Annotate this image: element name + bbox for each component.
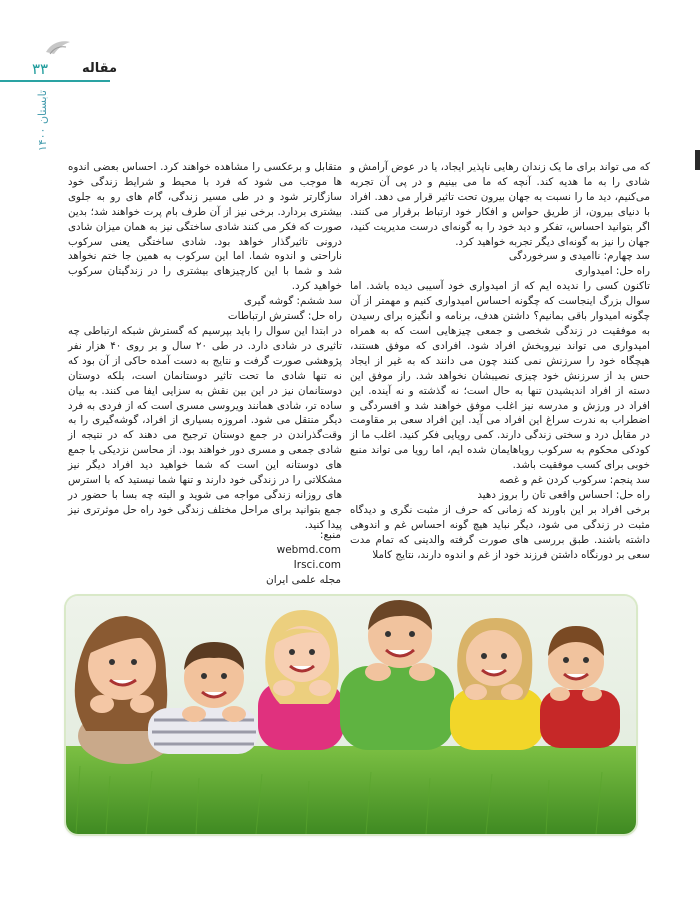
paragraph: در ابتدا این سوال را باید بپرسیم که گسترش شبکه ارتباطی چه تاثیری در شادی دارد. در طی ۲۰ سال و بر روی ۴۰ هزار نفر پژوهشی صورت گرفت و نتایج به دست آمده حاکی از آن بود که نه تنها شادی ما تحت تاثیر دوستانمان است، بلکه دوستان دوستانمان نیز در این بین نقش به سزایی ایفا می کنند. به بیان ساده تر، شادی همانند ویروسی مسری است که از فردی به فرد دیگر منتقل می شود. امروزه بسیاری از افراد، گوشه‌گیری را به وقت‌گذراندن در جمع دوستان ترجیح می دهند که در نتیجه از شادی جمعی و مسری دور خواهند بود. از محاسن نزدیکی با جمع های دوستانه این است که شما خواهید دید افراد دیگر نیز مشکلاتی را در زندگی خود دارند و تنها شما نیستید که با استرس های روزانه زندگی مواجه می شوید و البته چه بسا با حضور در جمع بتوانید برای مراحل مختلف زندگی خود راه حل موثرتری نیز پیدا کنید. [68,324,343,531]
paragraph: متقابل و برعکسی را مشاهده خواهند کرد. احساس بعضی اندوه ها موجب می شود که فرد با محیط و شرایط زندگی خود سازگارتر شود و در طی مسیر زندگی، گام های رو به جلوی بیشتری بردارد. برخی نیز از آن طرف بام پرت خواهند شد؛ بدین صورت که فکر می کنند شادی ساختگی نیز به همان میزان شادی درونی تاثیرگذار خواهد بود. شادی ساختگی یعنی سرکوب ناراحتی و اندوه شما. اما این سرکوب به همین جا ختم نخواهد شد و شما با این کارچیزهای بیشتری را در زندگیتان سرکوب خواهید کرد. [68,161,342,293]
children-illustration [66,596,636,834]
subheading: سد ششم: گوشه گیری [243,295,342,308]
subheading: سد پنجم: سرکوب کردن غم و غصه [499,474,650,487]
subheading: سد چهارم: ناامیدی و سرخوردگی [508,250,650,263]
subheading: راه حل: احساس واقعی تان را بروز دهید [477,488,650,501]
reference-source: مجله علمی ایران [265,574,341,586]
header-rule [0,80,110,82]
subheading: راه حل: امیدواری [574,265,650,278]
page-number: ۳۳ [32,60,49,78]
paragraph: که می تواند برای ما یک زندان رهایی ناپذیر ایجاد، یا در عوض آرامش و شادی را به ما هدیه کند. آنچه که ما می بینیم و در پی آن تجربه می‌کنیم، دید ما را نسبت به جهان بیرون تحت تاثیر قرار می دهد. افراد با دنیای بیرون، از طریق حواس و افکار خود ارتباط برقرار می کنند. اگر بتوانید احساس، تفکر و دید خود را به گونه‌ای درست مدیریت کنید، جهان را نیز به گونه‌ای دیگر تجربه خواهید کرد. [350,161,650,248]
paragraph: برخی افراد بر این باورند که زمانی که حرف از مثبت نگری و دیدگاه مثبت در زندگی می شود، دیگر نباید هیچ گونه احساس غم و اندوهی داشته باشند. طبق بررسی های صورت گرفته والدینی که تمام مدت سعی بر دورنگاه داشتن فرزند خود از غم و اندوه دارند، نتایج کاملا [350,503,650,561]
references [255,528,341,588]
reference-source: Irsci.com [293,559,341,571]
reference-source: webmd.com [276,544,341,556]
leaf-ornament-icon [44,38,72,56]
issue-season: تابستان ۱۴۰۰ [36,90,49,152]
references-label: منبع: [319,529,341,541]
edge-marker [695,150,700,170]
article-column-right [350,160,650,562]
paragraph: تاکنون کسی را ندیده ایم که از امیدواری خود آسیبی دیده باشد. اما سوال بزرگ اینجاست که چگونه احساس امیدواری کنیم و مهمتر از آن چگونه امیدوار باقی بمانیم؟ داشتن هدف، برنامه و انگیزه برای رسیدن به موفقیت در زندگی شخصی و جمعی چیزهایی است که به همراه امیدواری می تواند نیروبخش افراد شود. افرادی که موفق هستند، هیچگاه خود را سرزنش نمی کنند چون می دانند که به غیر از ایجاد حس بد از سرزنش خود چیزی نصیبشان نخواهد شد. راز موفق این دسته از افراد اندیشیدن تنها به حال است؛ نه گذشته و نه آینده. این افراد در ورزش و مدرسه نیز اغلب موفق خواهند شد و افسردگی و اضطراب به ندرت سراغ این افراد می آید. این افراد سعی بر مقاومت در مقابل درد و سختی زندگی دارند. کمی رویایی فکر کنید. اغلب ما از کودکی محکوم به سرکوب رویاهایمان شده ایم، اما رویا می تواند منبع خوبی برای کسب موفقیت باشد. [350,280,650,472]
child-figure [258,610,344,750]
article-column-left [68,160,342,533]
children-photo [66,596,636,834]
section-title: مقاله [82,61,118,76]
subheading: راه حل: گسترش ارتباطات [227,310,342,323]
